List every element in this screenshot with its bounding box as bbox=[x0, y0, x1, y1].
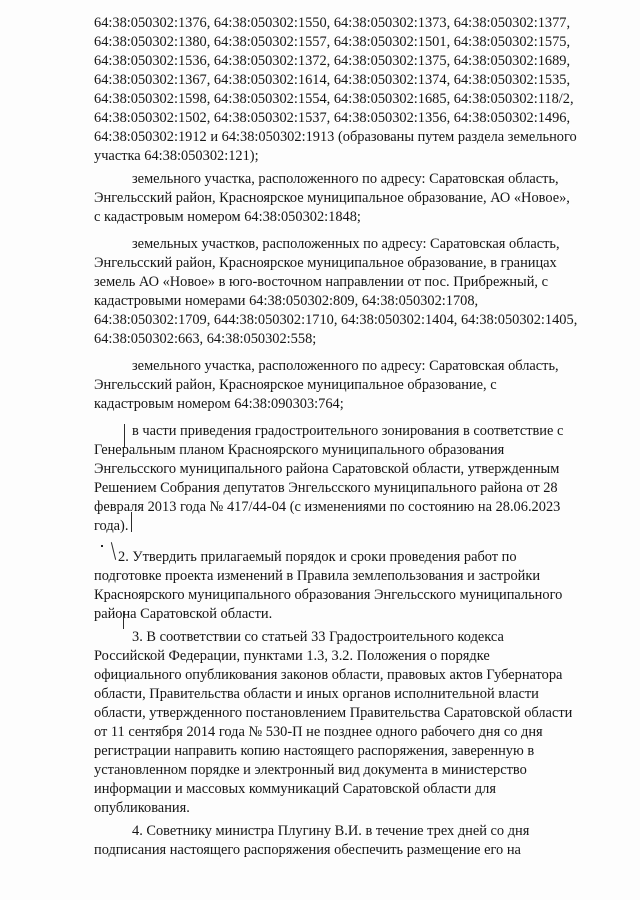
pen-dot bbox=[101, 545, 103, 547]
paragraph-item-3: 3. В соответствии со статьей 33 Градостроительного кодекса Российской Федерации, пунктами 1.3, 3.2. Положения о порядке официального опубликования законов области, правовых актов Губернатора области, Правительства области и иных органов исполнительной власти области, утвержденного постановлением Правительства Саратовской области от 11 сентября 2014 года № 530-П не позднее одного рабочего дня со дня регистрации направить копию настоящего распоряжения, заверенную в установленном порядке и электронный вид документа в министерство информации и массовых коммуникаций Саратовской области для опубликования. bbox=[94, 629, 573, 816]
paragraph-item-4: 4. Советнику министра Плугину В.И. в течение трех дней со дня подписания настоящего распоряжения обеспечить размещение его на bbox=[94, 823, 530, 858]
cadastre-number-list: 64:38:050302:1376, 64:38:050302:1550, 64:38:050302:1373, 64:38:050302:1377, 64:38:050302:1380, 64:38:050302:1557, 64:38:050302:1501, 64:38:050302:1575, 64:38:050302:1536, 64:38:050302:1372, 64:38:050302:1375, 64:38:050302:1689, 64:38:050302:1367, 64:38:050302:1614, 64:38:050302:1374, 64:38:050302:1535, 64:38:050302:1598, 64:38:050302:1554, 64:38:050302:1685, 64:38:050302:118/2, 64:38:050302:1502, 64:38:050302:1537, 64:38:050302:1356, 64:38:050302:1496, 64:38:050302:1912 и 64:38:050302:1913 (образованы путем раздела земельного участка 64:38:050302:121); bbox=[94, 15, 577, 164]
pen-mark-zoning-start bbox=[124, 424, 125, 448]
paragraph-land-plot-1848: земельного участка, расположенного по адресу: Саратовская область, Энгельсский район, Красноярское муниципальное образование, АО «Новое», с кадастровым номером 64:38:050302:1848; bbox=[94, 171, 570, 225]
paragraph-land-plot-764: земельного участка, расположенного по адресу: Саратовская область, Энгельсский район, Красноярское муниципальное образование, с кадастровым номером 64:38:090303:764; bbox=[94, 358, 559, 412]
document-body bbox=[94, 14, 606, 860]
paragraph-item-2: 2. Утвердить прилагаемый порядок и сроки проведения работ по подготовке проекта изменений в Правила землепользования и застройки Красноярского муниципального образования Энгельсского муниципального района Саратовской области. bbox=[94, 549, 563, 622]
paragraph-zoning-clause: в части приведения градостроительного зонирования в соответствие с Генеральным планом Красноярского муниципального образования Энгельсского муниципального района Саратовской области, утвержденным Решением Собрания депутатов Энгельсского муниципального района от 28 февраля 2013 года № 417/44-04 (с изменениями по состоянию на 28.06.2023 года). bbox=[94, 423, 564, 534]
paragraph-land-plots-pribrezhny: земельных участков, расположенных по адресу: Саратовская область, Энгельсский район, Красноярское муниципальное образование, в границах земель АО «Новое» в юго-восточном направлении от пос. Прибрежный, с кадастровыми номерами 64:38:050302:809, 64:38:050302:1708, 64:38:050302:1709, 644:38:050302:1710, 64:38:050302:1404, 64:38:050302:1405, 64:38:050302:663, 64:38:050302:558; bbox=[94, 236, 578, 347]
pen-mark-zoning-end bbox=[131, 512, 132, 532]
pen-mark-item-3 bbox=[123, 611, 124, 629]
